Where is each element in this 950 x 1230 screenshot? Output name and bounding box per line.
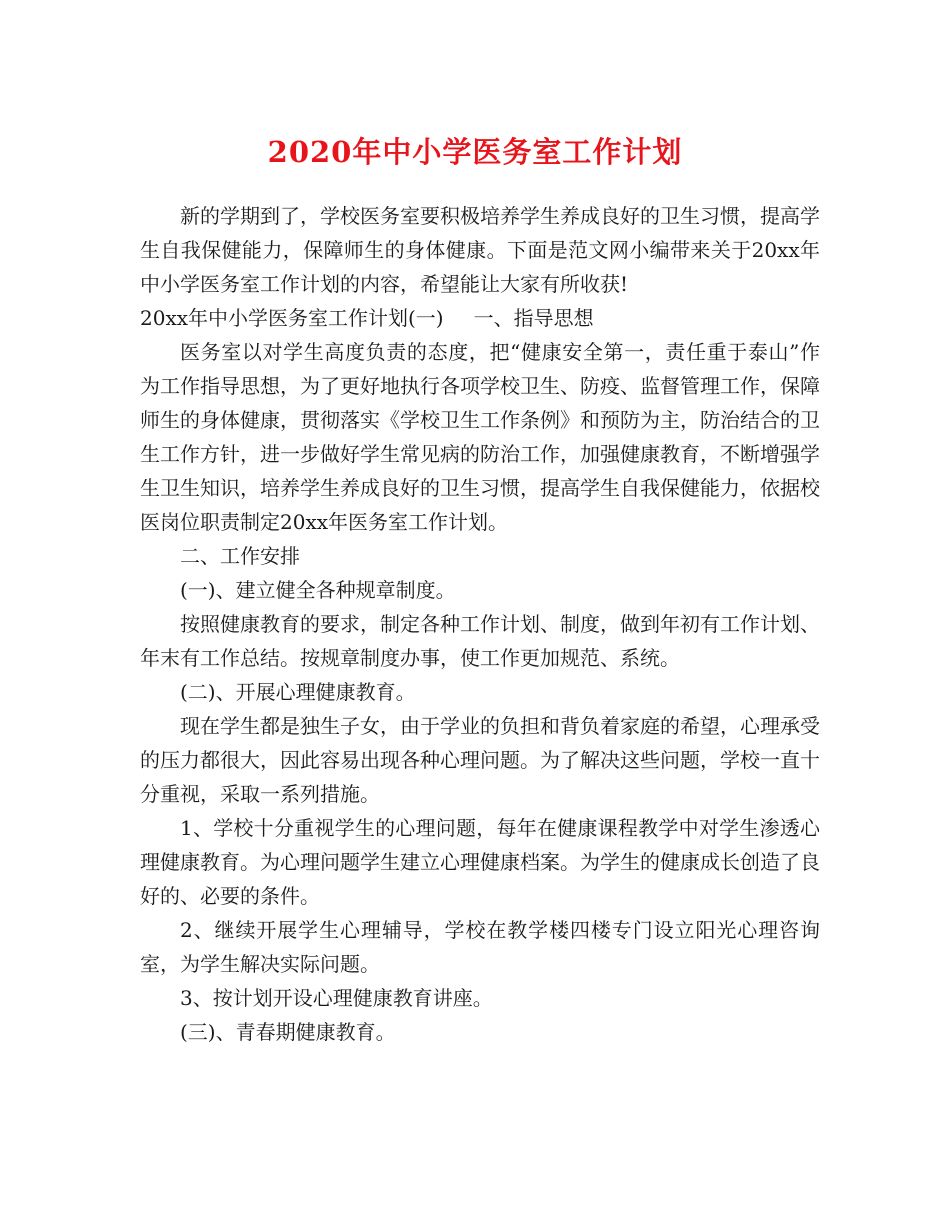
document-title: 2020年中小学医务室工作计划 (267, 135, 683, 169)
list-item-1: 1、学校十分重视学生的心理问题，每年在健康课程教学中对学生渗透心理健康教育。为心理问题学生建立心理健康档案。为学生的健康成长创造了良好的、必要的条件。 (140, 816, 820, 908)
rules-paragraph: 按照健康教育的要求，制定各种工作计划、制度，做到年初有工作计划、年末有工作总结。按规章制度办事，使工作更加规范、系统。 (140, 612, 820, 670)
plan-subtitle: 20xx年中小学医务室工作计划(一) (140, 306, 444, 330)
subheading-mental-health: (二)、开展心理健康教育。 (180, 680, 416, 704)
list-item-2: 2、继续开展学生心理辅导，学校在教学楼四楼专门设立阳光心理咨询室，为学生解决实际问题。 (140, 918, 820, 976)
subheading-rules: (一)、建立健全各种规章制度。 (180, 578, 456, 602)
section-heading-arrangement: 二、工作安排 (180, 544, 300, 568)
document-body (140, 199, 820, 1049)
intro-paragraph: 新的学期到了，学校医务室要积极培养学生养成良好的卫生习惯，提高学生自我保健能力，保障师生的身体健康。下面是范文网小编带来关于20xx年中小学医务室工作计划的内容，希望能让大家有所收获! (140, 204, 820, 296)
subheading-puberty: (三)、青春期健康教育。 (180, 1020, 396, 1044)
section-heading-guiding: 一、指导思想 (473, 306, 594, 330)
list-item-3: 3、按计划开设心理健康教育讲座。 (180, 986, 493, 1010)
guiding-paragraph: 医务室以对学生高度负责的态度，把“健康安全第一，责任重于泰山”作为工作指导思想，为了更好地执行各项学校卫生、防疫、监督管理工作，保障师生的身体健康，贯彻落实《学校卫生工作条例》和预防为主，防治结合的卫生工作方针，进一步做好学生常见病的防治工作，加强健康教育，不断增强学生卫生知识，培养学生养成良好的卫生习惯，提高学生自我保健能力，依据校医岗位职责制定20xx年医务室工作计划。 (140, 340, 820, 534)
subtitle-line (140, 301, 820, 335)
mental-health-paragraph: 现在学生都是独生子女，由于学业的负担和背负着家庭的希望，心理承受的压力都很大，因此容易出现各种心理问题。为了解决这些问题，学校一直十分重视，采取一系列措施。 (140, 714, 820, 806)
